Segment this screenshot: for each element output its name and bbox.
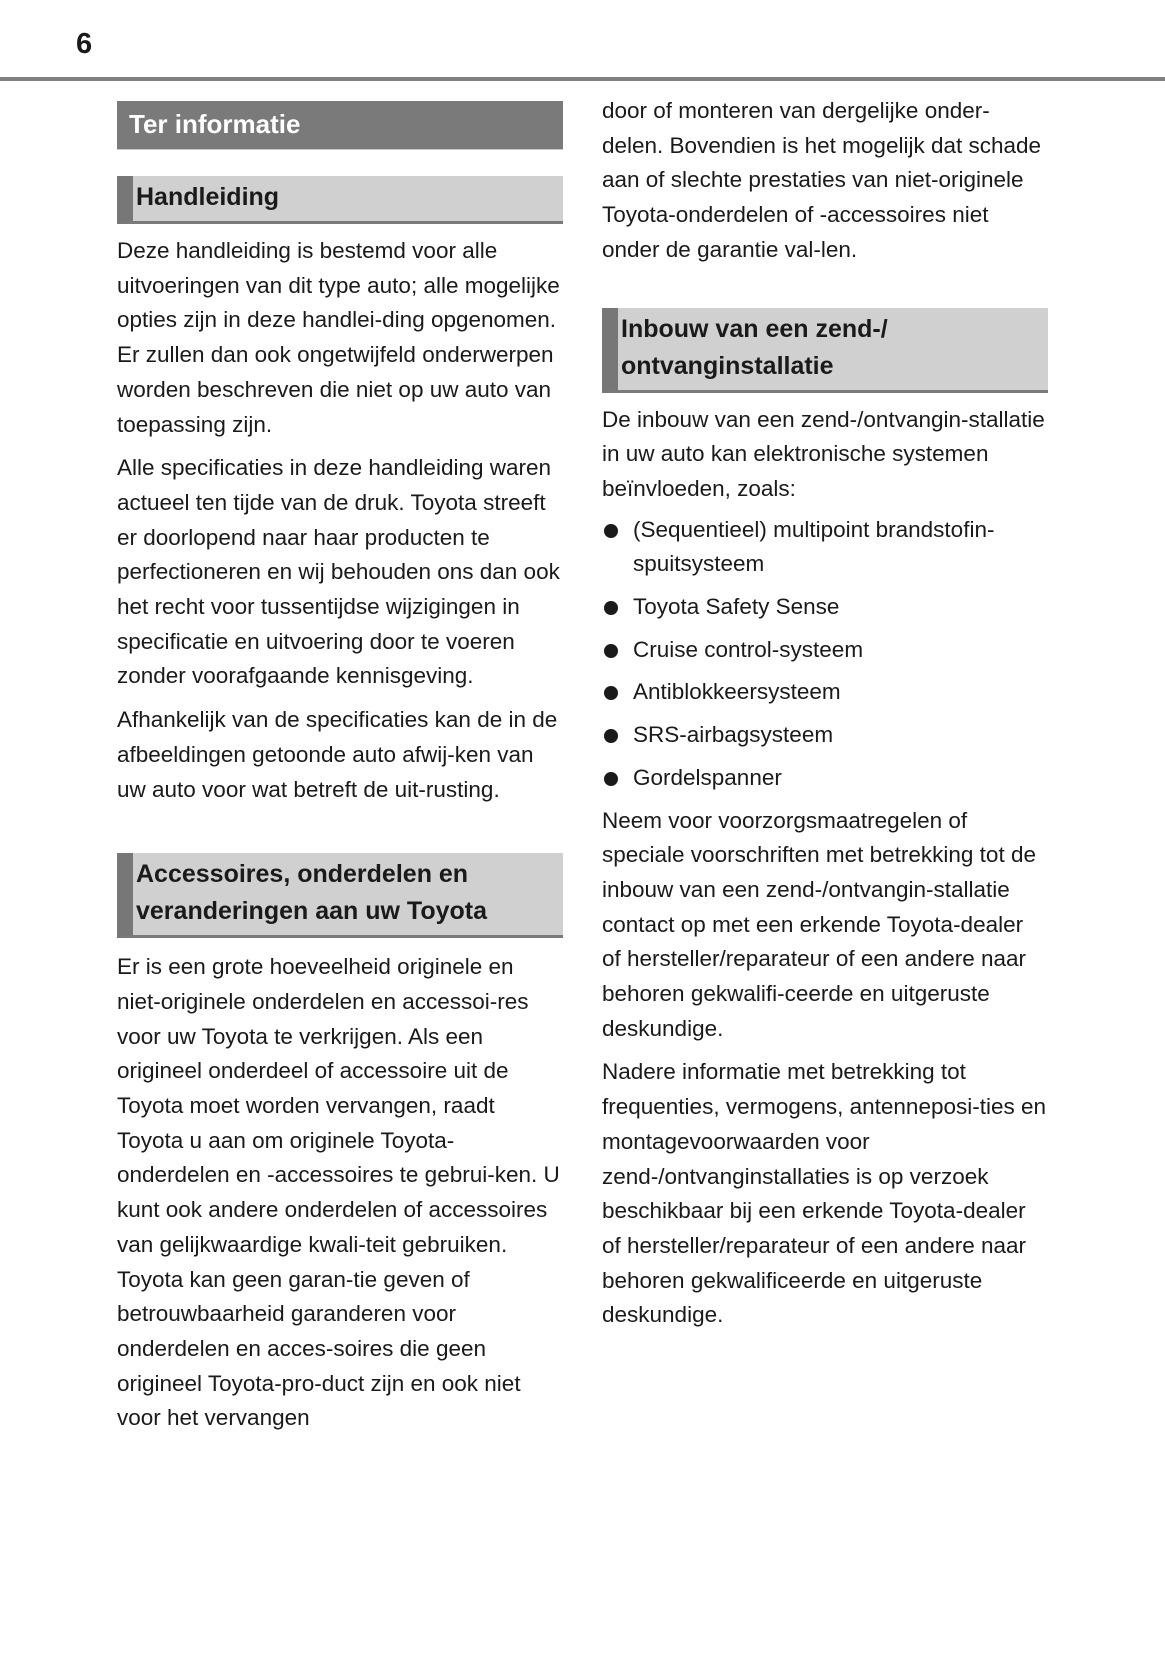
right-column — [602, 94, 1048, 1333]
bullet-icon — [604, 686, 618, 700]
paragraph: Alle specificaties in deze handleiding waren actueel ten tijde van de druk. Toyota streeft er doorlopend naar haar producten te perfectioneren en wij behouden ons dan ook het recht voor tussentijdse wijzigingen in specificatie en uitvoering door te voeren zonder voorafgaande kennisgeving. — [117, 455, 560, 689]
paragraph-continuation: door of monteren van dergelijke onder-delen. Bovendien is het mogelijk dat schade aan of slechte prestaties van niet-originele Toyota-onderdelen of -accessoires niet onder de garantie val-len. — [602, 98, 1042, 262]
paragraph-intro: De inbouw van een zend-/ontvangin-stallatie in uw auto kan elektronische systemen beïnvloeden, zoals: — [602, 406, 1045, 501]
section-heading-inbouw: Inbouw van een zend-/ ontvanginstallatie — [602, 308, 1048, 393]
list-item: Toyota Safety Sense — [602, 590, 1048, 625]
bullet-icon — [604, 601, 618, 615]
bullet-icon — [604, 524, 618, 538]
list-item: Gordelspanner — [602, 761, 1048, 796]
chapter-title-bar — [117, 101, 563, 150]
page-number: 6 — [76, 28, 93, 60]
bullet-icon — [604, 729, 618, 743]
left-column — [117, 101, 563, 1436]
header-rule — [0, 77, 1165, 81]
list-item: SRS-airbagsysteem — [602, 718, 1048, 753]
paragraph: Nadere informatie met betrekking tot frequenties, vermogens, antenneposi-ties en montagevoorwaarden voor zend-/ontvanginstallaties is op verzoek beschikbaar bij een erkende Toyota-dealer of hersteller/reparateur of een andere naar behoren gekwalificeerde en uitgeruste deskundige. — [602, 1059, 1047, 1328]
section-heading-accessoires: Accessoires, onderdelen en veranderingen aan uw Toyota — [117, 853, 563, 938]
systems-list — [602, 513, 1048, 796]
bullet-icon — [604, 772, 618, 786]
list-item: Cruise control-systeem — [602, 633, 1048, 668]
list-item: (Sequentieel) multipoint brandstofin-spuitsysteem — [602, 513, 1048, 582]
section-heading-handleiding: Handleiding — [117, 176, 563, 224]
paragraph: Neem voor voorzorgsmaatregelen of speciale voorschriften met betrekking tot de inbouw van een zend-/ontvangin-stallatie contact op met een erkende Toyota-dealer of hersteller/reparateur of een andere naar behoren gekwalifi-ceerde en uitgeruste deskundige. — [602, 807, 1036, 1041]
bullet-icon — [604, 644, 618, 658]
paragraph: Deze handleiding is bestemd voor alle uitvoeringen van dit type auto; alle mogelijke opties zijn in deze handlei-ding opgenomen. Er zullen dan ook ongetwijfeld onderwerpen worden beschreven die niet op uw auto van toepassing zijn. — [117, 238, 560, 437]
chapter-title: Ter informatie — [129, 109, 301, 139]
paragraph: Afhankelijk van de specificaties kan de in de afbeeldingen getoonde auto afwij-ken van uw auto voor wat betreft de uit-rusting. — [117, 707, 558, 802]
list-item: Antiblokkeersysteem — [602, 675, 1048, 710]
paragraph: Er is een grote hoeveelheid originele en niet-originele onderdelen en accessoi-res voor uw Toyota te verkrijgen. Als een origineel onderdeel of accessoire uit de Toyota moet worden vervangen, raadt Toyota u aan om originele Toyota-onderdelen en -accessoires te gebrui-ken. U kunt ook andere onderdelen of accessoires van gelijkwaardige kwali-teit gebruiken. Toyota kan geen garan-tie geven of betrouwbaarheid garanderen voor onderdelen en acces-soires die geen origineel Toyota-pro-duct zijn en ook niet voor het vervangen — [117, 954, 560, 1431]
